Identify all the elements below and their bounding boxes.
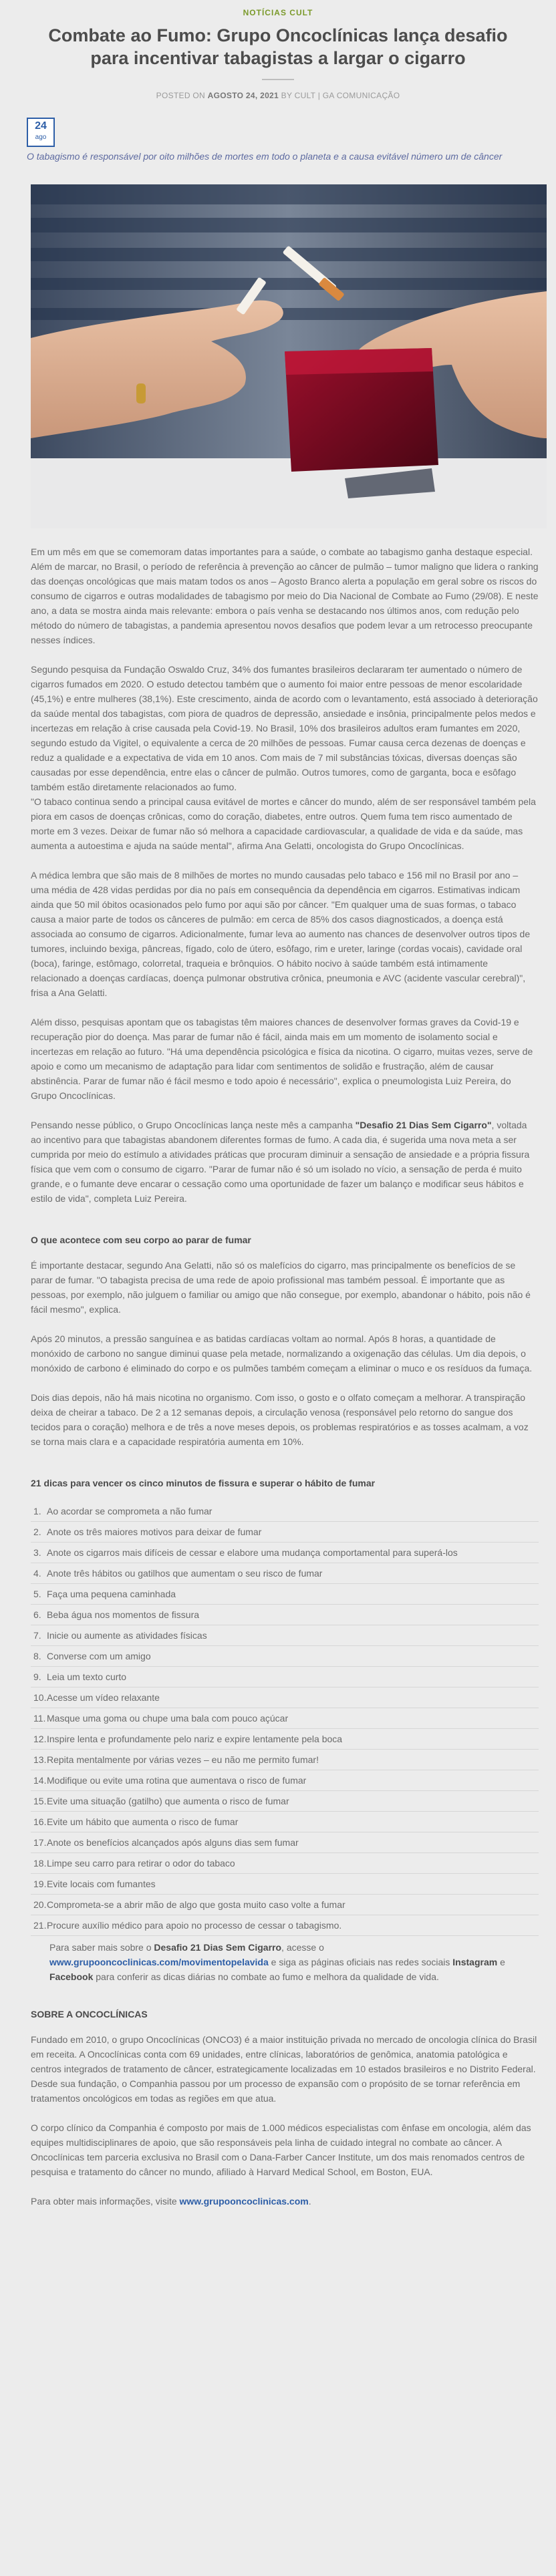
- visit-pre: Para obter mais informações, visite: [31, 2196, 180, 2207]
- tip-number: 14.: [33, 1775, 47, 1786]
- more-info-mid3: e: [497, 1957, 505, 1967]
- post-meta: [0, 91, 556, 100]
- tip-text: Masque uma goma ou chupe uma bala com pouco açúcar: [47, 1713, 289, 1724]
- tip-item: [31, 1874, 539, 1895]
- tip-text: Leia um texto curto: [47, 1671, 127, 1682]
- tip-item: [31, 1915, 539, 1936]
- paragraph-timeline-late: Dois dias depois, não há mais nicotina no organismo. Com isso, o gosto e o olfato começam a melhorar. A transpiração deixa de cheirar a tabaco. De 2 a 12 semanas depois, a circulação venosa (responsável pelo retorno do sangue dos tecidos para o coração) melhora e de três a nove meses depois, os problemas respiratórios e as tosses acalmam, a voz se torna mais clara e a capacidade respiratória aumenta em 10%.: [31, 1392, 529, 1447]
- tip-number: 18.: [33, 1858, 47, 1869]
- tip-number: 4.: [33, 1568, 41, 1579]
- tip-text: Anote três hábitos ou gatilhos que aumentam o seu risco de fumar: [47, 1568, 323, 1579]
- heading-about: SOBRE A ONCOCLÍNICAS: [31, 2009, 148, 2020]
- paragraph-covid: Além disso, pesquisas apontam que os tabagistas têm maiores chances de desenvolver formas graves da Covid-19 e recuperação pior do doença. Mas parar de fumar não é fácil, ainda mais em um momento de isolamento social e incertezas em relação ao futuro. "Há uma dependência psicológica e física da nicotina. O cigarro, muitas vezes, serve de apoio e como um mecanismo de adaptação para lidar com sentimentos de solidão e frustração, além de causar abstinência. Parar de fumar não é fácil mesmo e todo apoio é necessário", explica o pneumologista Luiz Pereira, do Grupo Oncoclínicas.: [31, 1017, 533, 1101]
- tip-number: 1.: [33, 1506, 41, 1516]
- tip-text: Beba água nos momentos de fissura: [47, 1609, 200, 1620]
- tip-text: Converse com um amigo: [47, 1651, 151, 1661]
- tip-text: Evite locais com fumantes: [47, 1879, 156, 1889]
- date-badge: [27, 118, 55, 147]
- paragraph-about-1: Fundado em 2010, o grupo Oncoclínicas (ONCO3) é a maior instituição privada no mercado de oncologia clínica do Brasil em receita. A Oncoclínicas conta com 69 unidades, entre clínicas, laboratórios de genômica, anatomia patológica e centros integrados de tratamento de câncer, estrategicamente localizadas em 10 estados brasileiros e no Distrito Federal. Desde sua fundação, o Companhia passou por um processo de expansão com o propósito de se tornar referência em tratamentos oncológicos em todas as regiões em que atua.: [31, 2034, 537, 2104]
- tip-item: [31, 1832, 539, 1853]
- tip-number: 3.: [33, 1547, 41, 1558]
- tips-list: [31, 1501, 539, 1936]
- tip-item: [31, 1625, 539, 1646]
- tip-number: 20.: [33, 1899, 47, 1910]
- date-month: ago: [35, 134, 47, 141]
- meta-author[interactable]: CULT: [294, 91, 316, 100]
- paragraph-campaign: [31, 1118, 539, 1206]
- paragraph-timeline-early: Após 20 minutos, a pressão sanguínea e as batidas cardíacas voltam ao normal. Após 8 horas, a quantidade de monóxido de carbono no sangue diminui quase pela metade, normalizando a oxigenação das células. Um dia depois, o monóxido de carbono é eliminado do corpo e os pulmões também começam a eliminar o muco e os resíduos da fumaça.: [31, 1333, 533, 1374]
- tip-text: Inspire lenta e profundamente pelo nariz e expire lentamente pela boca: [47, 1734, 343, 1744]
- tip-text: Faça uma pequena caminhada: [47, 1589, 176, 1599]
- tip-item: [31, 1646, 539, 1667]
- paragraph-intro: Em um mês em que se comemoram datas importantes para a saúde, o combate ao tabagismo ganha destaque especial. Além de marcar, no Brasil, o período de referência à prevenção ao câncer de pulmão – tumor maligno que lidera o ranking das doenças oncológicas que mais matam todos os anos – Agosto Branco alerta a população em geral sobre os riscos do consumo de cigarros e outras modalidades de tabagismo por meio do Dia Nacional de Combate ao Fumo (29/08). E neste ano, a data se mostra ainda mais relevante: embora o país venha se destacando nos últimos anos, com redução pelo método do número de tabagistas, a pandemia apresentou novos desafios que podem levar a um retrocesso preocupante nesses índices.: [31, 546, 539, 645]
- heading-body-effects: O que acontece com seu corpo ao parar de fumar: [31, 1235, 251, 1245]
- tip-number: 15.: [33, 1796, 47, 1806]
- tip-text: Acesse um vídeo relaxante: [47, 1692, 160, 1703]
- tip-text: Repita mentalmente por várias vezes – eu não me permito fumar!: [47, 1754, 319, 1765]
- paragraph-benefits: É importante destacar, segundo Ana Gelatti, não só os malefícios do cigarro, mas principalmente os benefícios de se parar de fumar. "O tabagista precisa de uma rede de apoio profissional mas também pessoal. É importante que as pessoas, por exemplo, não julguem o familiar ou amigo que não consegue, por exemplo, abandonar o hábito, pois não é fácil mesmo", explica.: [31, 1260, 531, 1315]
- article-subtitle: O tabagismo é responsável por oito milhões de mortes em todo o planeta e a causa evitável número um de câncer: [27, 151, 503, 162]
- campaign-text-post: , voltada ao incentivo para que tabagistas abandonem diferentes formas de fumo. A cada dia, é sugerida uma nova meta a ser cumprida por meio do estímulo a atividades práticas que procuram diminuir a sensação de ansiedade e a própria fissura física que vem com o consumo de cigarro. "Parar de fumar não é só um isolado no vício, a sensação de perda é muito grande, e o fumante deve encarar o cessação como uma oportunidade de fazer um balanço e modificar seus hábitos e estilo de vida", completa Luiz Pereira.: [31, 1120, 530, 1204]
- tip-text: Ao acordar se comprometa a não fumar: [47, 1506, 213, 1516]
- tip-item: [31, 1667, 539, 1687]
- hero-photo: [31, 184, 547, 528]
- challenge-name: Desafio 21 Dias Sem Cigarro: [154, 1942, 282, 1953]
- tip-number: 13.: [33, 1754, 47, 1765]
- article-body: [31, 544, 539, 2223]
- instagram-label: Instagram: [452, 1957, 498, 1967]
- tip-text: Anote os benefícios alcançados após alguns dias sem fumar: [47, 1837, 299, 1848]
- tip-text: Procure auxílio médico para apoio no processo de cessar o tabagismo.: [47, 1920, 342, 1931]
- article-title: Combate ao Fumo: Grupo Oncoclínicas lança desafio para incentivar tabagistas a largar o cigarro: [48, 25, 508, 68]
- tip-number: 17.: [33, 1837, 47, 1848]
- tip-text: Inicie ou aumente as atividades físicas: [47, 1630, 207, 1641]
- tip-text: Anote os cigarros mais difíceis de cessar e elabore uma mudança comportamental para superá-los: [47, 1547, 458, 1558]
- tip-item: [31, 1501, 539, 1522]
- tip-number: 10.: [33, 1692, 47, 1703]
- paragraph-research: Segundo pesquisa da Fundação Oswaldo Cruz, 34% dos fumantes brasileiros declararam ter aumentado o número de cigarros fumados em 2020. O estudo detectou também que o aumento foi maior entre pessoas de menor escolaridade (45,1%) e entre mulheres (38,1%). Este crescimento, ainda de acordo com o levantamento, está associado à deterioração da saúde mental dos tabagistas, com piora de quadros de depressão, ansiedade e insônia, principalmente pelos medos e incertezas em relação à crise causada pela Covid-19. No Brasil, 10% dos brasileiros adultos eram fumantes em 2020, segundo estudo da Vigitel, o equivalente a cerca de 20 milhões de pessoas. Fumar causa cerca dezenas de doenças e reduz a qualidade e a expectativa de vida em 10 anos. Com mais de 7 mil substâncias tóxicas, diversas doenças são causadas por esse dependência, entre elas o câncer de pulmão. Outros tumores, como de garganta, boca e esôfago também estão diretamente relacionados ao fumo.: [31, 664, 538, 792]
- tip-item: [31, 1729, 539, 1750]
- tip-number: 12.: [33, 1734, 47, 1744]
- tip-item: [31, 1708, 539, 1729]
- tip-number: 19.: [33, 1879, 47, 1889]
- tip-item: [31, 1543, 539, 1563]
- tip-number: 5.: [33, 1589, 41, 1599]
- title-divider: [262, 79, 294, 80]
- tip-number: 6.: [33, 1609, 41, 1620]
- more-info-mid2: e siga as páginas oficiais nas redes sociais: [268, 1957, 453, 1967]
- visit-post: .: [308, 2196, 311, 2207]
- tip-text: Anote os três maiores motivos para deixar de fumar: [47, 1526, 262, 1537]
- meta-sep: |: [315, 91, 323, 100]
- tip-item: [31, 1522, 539, 1543]
- meta-by: BY: [279, 91, 295, 100]
- hero-photo-illustration: [31, 184, 547, 528]
- tip-text: Evite uma situação (gatilho) que aumenta o risco de fumar: [47, 1796, 289, 1806]
- tip-text: Evite um hábito que aumenta o risco de fumar: [47, 1816, 239, 1827]
- paragraph-deaths: A médica lembra que são mais de 8 milhões de mortes no mundo causadas pelo tabaco e 156 mil no Brasil por ano – uma média de 428 vidas perdidas por dia no país em consequência da dependência em cigarros. Estimativas indicam ainda que 50 mil óbitos ocasionados pelo fumo por aqui são por câncer. "Em qualquer uma de suas formas, o tabaco causa a maior parte de todos os cânceres de pulmão: em cerca de 85% dos casos diagnosticados, a doença está associada ao consumo de cigarros. Adicionalmente, fumar leva ao aumento nas chances de desenvolver outros tipos de tumores, incluindo bexiga, pâncreas, fígado, colo de útero, esôfago, rim e ureter, laringe (cordas vocais), cavidade oral (boca), faringe, estômago, colorretal, traqueia e brônquios. O hábito nocivo à saúde também está intimamente relacionado a doenças cardíacas, doença pulmonar obstrutiva crônica, pneumonia e AVC (acidente vascular cerebral)", frisa a Ana Gelatti.: [31, 870, 531, 998]
- tip-item: [31, 1895, 539, 1915]
- more-info-post: para conferir as dicas diárias no combate ao fumo e melhora da qualidade de vida.: [93, 1971, 439, 1982]
- tip-item: [31, 1605, 539, 1625]
- tip-item: [31, 1853, 539, 1874]
- category-label[interactable]: NOTÍCIAS CULT: [243, 8, 313, 17]
- tip-item: [31, 1812, 539, 1832]
- tip-item: [31, 1687, 539, 1708]
- tip-number: 7.: [33, 1630, 41, 1641]
- tip-item: [31, 1791, 539, 1812]
- more-info-pre: Para saber mais sobre o: [49, 1942, 154, 1953]
- tip-number: 8.: [33, 1651, 41, 1661]
- tip-text: Modifique ou evite uma rotina que aumentava o risco de fumar: [47, 1775, 307, 1786]
- website-link[interactable]: www.grupooncoclinicas.com: [179, 2196, 309, 2207]
- tip-number: 16.: [33, 1816, 47, 1827]
- paragraph-quote-gelatti: "O tabaco continua sendo a principal causa evitável de mortes e câncer do mundo, além de ser responsável também pela piora em casos de doenças crônicas, como do coração, diabetes, entre outros. Quem fuma tem risco aumentado de morte em 3 vezes. Deixar de fumar não só melhora a capacidade cardiovascular, a qualidade de vida e da saúde, mas aumenta a autoestima e ajuda na saúde mental", afirma Ana Gelatti, oncologista do Grupo Oncoclínicas.: [31, 796, 536, 851]
- tip-number: 9.: [33, 1671, 41, 1682]
- tip-item: [31, 1770, 539, 1791]
- campaign-name: "Desafio 21 Dias Sem Cigarro": [355, 1120, 492, 1130]
- meta-category[interactable]: GA COMUNICAÇÃO: [322, 91, 400, 100]
- tip-item: [31, 1750, 539, 1770]
- tip-number: 2.: [33, 1526, 41, 1537]
- tip-number: 11.: [33, 1713, 46, 1724]
- paragraph-more-info: [31, 1940, 539, 1984]
- tip-item: [31, 1584, 539, 1605]
- tip-item: [31, 1563, 539, 1584]
- campaign-text-pre: Pensando nesse público, o Grupo Oncoclínicas lança neste mês a campanha: [31, 1120, 356, 1130]
- article-header: [0, 0, 556, 100]
- meta-date[interactable]: AGOSTO 24, 2021: [207, 91, 279, 100]
- paragraph-visit: [31, 2194, 539, 2209]
- date-day: 24: [35, 120, 47, 132]
- meta-prefix: POSTED ON: [156, 91, 208, 100]
- paragraph-about-2: O corpo clínico da Companhia é composto por mais de 1.000 médicos especialistas com ênfase em oncologia, além das equipes multidisciplinares de apoio, que são responsáveis pela linha de cuidado integral no combate ao câncer. A Oncoclínicas tem parceria exclusiva no Brasil com o Dana-Farber Cancer Institute, um dos mais renomados centros de pesquisa e tratamento do câncer no mundo, afiliado à Harvard Medical School, em Boston, EUA.: [31, 2122, 531, 2177]
- heading-tips: 21 dicas para vencer os cinco minutos de fissura e superar o hábito de fumar: [31, 1478, 376, 1488]
- tip-number: 21.: [33, 1920, 47, 1931]
- facebook-label: Facebook: [49, 1971, 94, 1982]
- tip-text: Limpe seu carro para retirar o odor do tabaco: [47, 1858, 235, 1869]
- tip-text: Comprometa-se a abrir mão de algo que gosta muito caso volte a fumar: [47, 1899, 345, 1910]
- campaign-link[interactable]: www.grupooncoclinicas.com/movimentopelavida: [49, 1957, 269, 1967]
- more-info-mid1: , acesse o: [281, 1942, 324, 1953]
